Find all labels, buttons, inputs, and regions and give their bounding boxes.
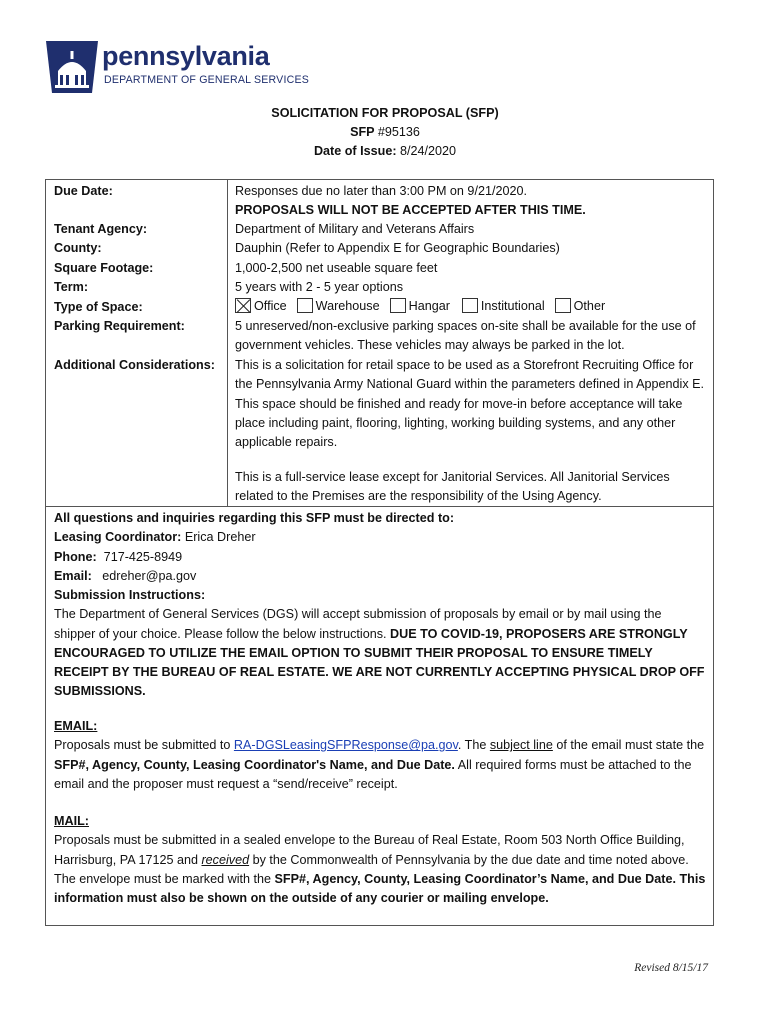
- issue-date: 8/24/2020: [400, 144, 457, 158]
- additional-para-2: This is a full-service lease except for Janitorial Services. All Janitorial Services related to the Premises are the responsibility of the Using Agency.: [235, 470, 670, 504]
- sfp-number-line: [0, 123, 770, 142]
- space-option-office[interactable]: Office: [235, 297, 287, 316]
- revision-note: Revised 8/15/17: [634, 962, 708, 974]
- space-option-other[interactable]: Other: [555, 297, 606, 316]
- submission-intro: The Department of General Services (DGS) will accept submission of proposals by email or by mail using the shipper of your choice. Please follow the below instructions. DUE TO COVID-19, PROPOSERS ARE STRONGLY ENCOURAGED TO UTILIZE THE EMAIL OPTION TO SUBMIT THEIR PROPOSAL TO ENSURE TIMELY RECEIPT BY THE BUREAU OF REAL ESTATE. WE ARE NOT CURRENTLY ACCEPTING PHYSICAL DROP OFF SUBMISSIONS.: [54, 607, 705, 699]
- contact-heading: All questions and inquiries regarding this SFP must be directed to:: [54, 511, 455, 525]
- email-instructions: Proposals must be submitted to RA-DGSLeasingSFPResponse@pa.gov. The subject line of the email must state the SFP#, Agency, County, Leasing Coordinator's Name, and Due Date. All required forms must be attached to the email and the proposer must request a “send/receive” receipt.: [54, 738, 705, 791]
- email-heading: EMAIL:: [54, 719, 98, 733]
- brand-wordmark: pennsylvania: [102, 41, 270, 71]
- submission-heading: Submission Instructions:: [54, 588, 206, 602]
- space-type-options: [235, 297, 709, 316]
- coordinator-name: Erica Dreher: [181, 530, 256, 545]
- tenant-agency-value: Department of Military and Veterans Affairs: [235, 222, 475, 236]
- column-divider: [227, 180, 228, 506]
- mail-heading: MAIL:: [54, 814, 89, 828]
- square-footage-value: 1,000-2,500 net useable square feet: [235, 261, 438, 275]
- due-date-value: Responses due no later than 3:00 PM on 9/21/2020.: [235, 184, 527, 198]
- issue-date-line: [0, 142, 770, 161]
- checkbox-empty-icon[interactable]: [462, 298, 478, 313]
- document-title: SOLICITATION FOR PROPOSAL (SFP): [271, 106, 499, 120]
- term-label: Term:: [54, 280, 89, 294]
- coordinator-label: Leasing Coordinator:: [54, 530, 182, 545]
- parking-value: 5 unreserved/non-exclusive parking spaces on-site shall be available for the use of government vehicles. These vehicles may always be parked in the lot.: [235, 319, 696, 353]
- phone-line: [54, 548, 706, 567]
- mail-required-fields: SFP#, Agency, County, Leasing Coordinator’s Name, and Due Date. This information must also be shown on the outside of any courier or mailing envelope.: [54, 871, 706, 906]
- phone-label: Phone:: [54, 549, 97, 564]
- due-date-warning: PROPOSALS WILL NOT BE ACCEPTED AFTER THIS TIME.: [235, 203, 586, 217]
- email-label: Email:: [54, 568, 92, 583]
- additional-considerations-label: Additional Considerations:: [54, 358, 215, 372]
- space-option-hangar[interactable]: Hangar: [390, 297, 450, 316]
- space-type-label: Type of Space:: [54, 300, 143, 314]
- tenant-agency-label: Tenant Agency:: [54, 222, 148, 236]
- email-value[interactable]: edreher@pa.gov: [91, 568, 197, 583]
- checkbox-empty-icon[interactable]: [390, 298, 406, 313]
- email-line: [54, 567, 706, 586]
- mail-section: [54, 812, 706, 908]
- submission-block: [54, 586, 706, 702]
- submission-email-link[interactable]: RA-DGSLeasingSFPResponse@pa.gov: [233, 738, 458, 753]
- term-value: 5 years with 2 - 5 year options: [235, 280, 403, 294]
- checkbox-empty-icon[interactable]: [297, 298, 313, 313]
- received-text: received: [201, 852, 250, 867]
- checkbox-checked-icon[interactable]: [235, 298, 251, 313]
- covid-notice: DUE TO COVID-19, PROPOSERS ARE STRONGLY ENCOURAGED TO UTILIZE THE EMAIL OPTION TO SUBMIT THEIR PROPOSAL TO ENSURE TIMELY RECEIPT BY THE BUREAU OF REAL ESTATE. WE ARE NOT CURRENTLY ACCEPTING PHYSICAL DROP OFF SUBMISSIONS.: [54, 626, 705, 699]
- checkbox-empty-icon[interactable]: [555, 298, 571, 313]
- pennsylvania-logo: [44, 37, 309, 97]
- email-required-fields: SFP#, Agency, County, Leasing Coordinator's Name, and Due Date.: [54, 757, 455, 772]
- space-option-warehouse[interactable]: Warehouse: [297, 297, 380, 316]
- sfp-details-table: [45, 179, 714, 926]
- email-section: [54, 717, 706, 794]
- department-name: DEPARTMENT OF GENERAL SERVICES: [104, 74, 309, 86]
- capitol-keystone-icon: [44, 37, 100, 95]
- space-option-institutional[interactable]: Institutional: [462, 297, 545, 316]
- sfp-number: #95136: [377, 125, 420, 139]
- phone-value: 717-425-8949: [96, 549, 183, 564]
- mail-instructions: Proposals must be submitted in a sealed envelope to the Bureau of Real Estate, Room 503 North Office Building, Harrisburg, PA 17125 and received by the Commonwealth of Pennsylvania by the due date and time noted above. The envelope must be marked with the SFP#, Agency, County, Leasing Coordinator’s Name, and Due Date. This information must also be shown on the outside of any courier or mailing envelope.: [54, 833, 706, 906]
- issue-date-label: Date of Issue:: [313, 144, 401, 158]
- due-date-note: [235, 201, 709, 220]
- contact-block: [54, 509, 706, 586]
- additional-para-1: This is a solicitation for retail space to be used as a Storefront Recruiting Office for the Pennsylvania Army National Guard within the parameters defined in Appendix E. This space should be finished and ready for move-in before acceptance will take place including paint, flooring, lighting, working building systems, and any other applicable repairs.: [235, 358, 705, 450]
- county-label: County:: [54, 241, 102, 255]
- parking-label: Parking Requirement:: [54, 319, 185, 333]
- due-date-label: Due Date:: [54, 184, 113, 198]
- square-footage-label: Square Footage:: [54, 261, 154, 275]
- subject-line-text: subject line: [489, 738, 553, 753]
- sfp-label: SFP: [350, 125, 378, 139]
- coordinator-line: [54, 528, 706, 547]
- county-value: Dauphin (Refer to Appendix E for Geographic Boundaries): [235, 241, 560, 255]
